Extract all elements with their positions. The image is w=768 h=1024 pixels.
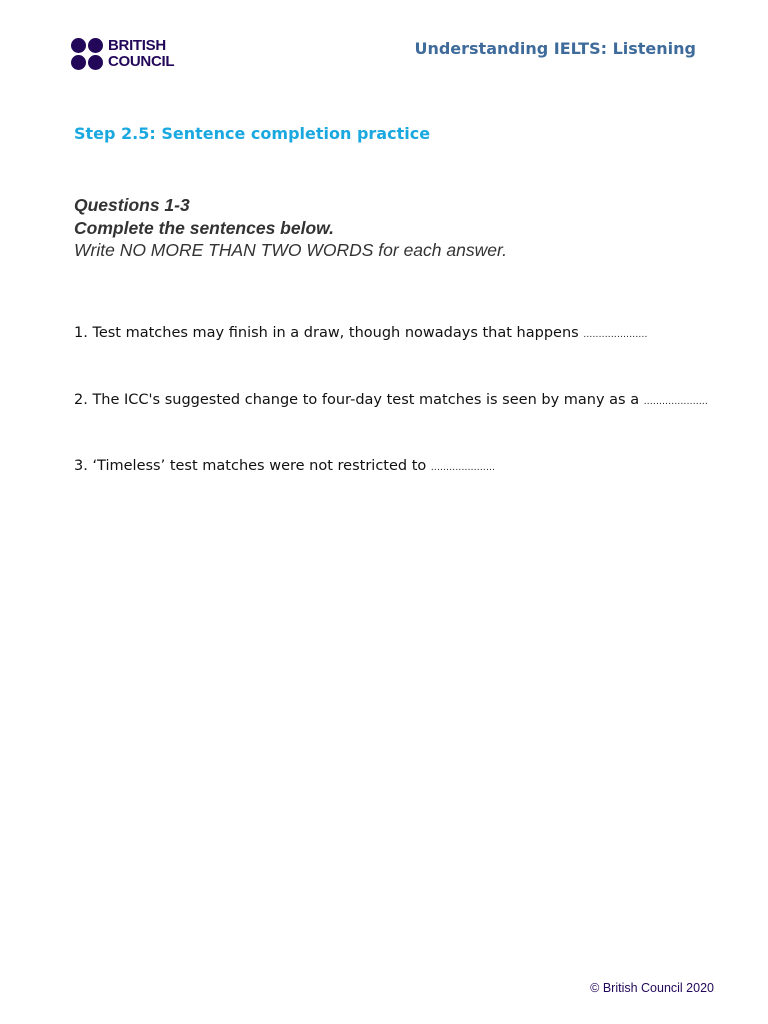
answer-blank: .....................: [430, 463, 496, 473]
footer-copyright: © British Council 2020: [590, 981, 714, 995]
document-header-title: Understanding IELTS: Listening: [414, 39, 696, 58]
question-text: 1. Test matches may finish in a draw, though nowadays that happens: [74, 325, 579, 341]
answer-blank: .....................: [643, 397, 708, 407]
questions-instruction: Complete the sentences below.: [74, 217, 334, 238]
logo-dots-icon: [71, 38, 103, 70]
logo-dot: [71, 38, 86, 53]
logo-wordmark: [108, 38, 174, 70]
logo-dot: [88, 38, 103, 53]
questions-heading: Questions 1-3: [74, 195, 190, 215]
question-text: 2. The ICC's suggested change to four-day test matches is seen by many as a: [74, 392, 640, 408]
logo-text-line2: COUNCIL: [108, 53, 175, 70]
questions-instructions: [74, 194, 507, 262]
logo-dot: [88, 55, 103, 70]
logo-dot: [71, 55, 86, 70]
questions-word-limit-note: Write NO MORE THAN TWO WORDS for each answer.: [74, 240, 508, 260]
answer-blank: .....................: [583, 330, 648, 340]
logo-text-line1: BRITISH: [108, 37, 166, 54]
question-1: [74, 325, 648, 341]
british-council-logo: [71, 38, 174, 70]
question-text: 3. ‘Timeless’ test matches were not restricted to: [74, 458, 427, 474]
step-title: Step 2.5: Sentence completion practice: [74, 124, 431, 143]
question-2: [74, 392, 708, 408]
question-3: [74, 458, 495, 474]
